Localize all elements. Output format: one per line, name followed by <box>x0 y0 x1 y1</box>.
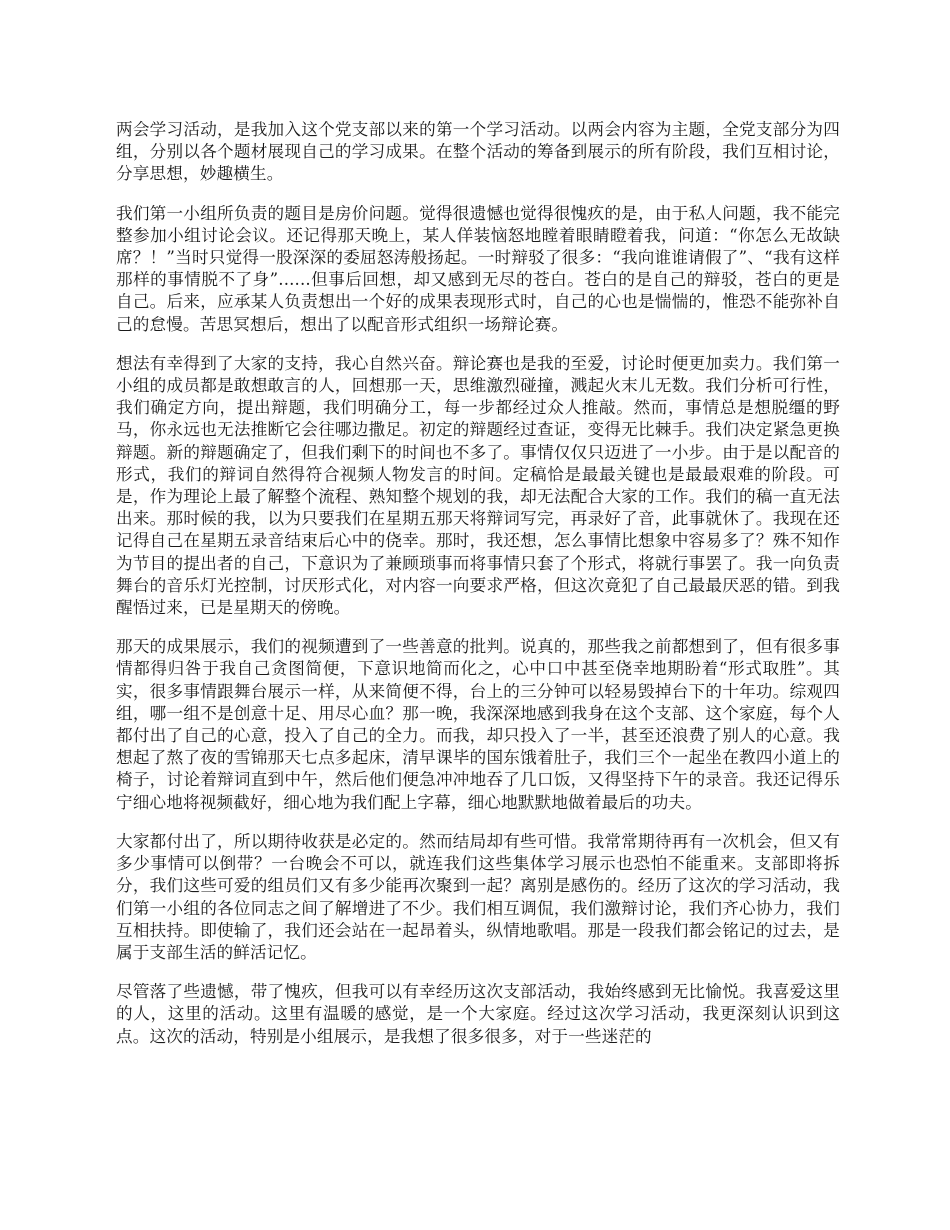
paragraph-1: 两会学习活动，是我加入这个党支部以来的第一个学习活动。以两会内容为主题，全党支部分为四组，分别以各个题材展现自己的学习成果。在整个活动的筹备到展示的所有阶段，我们互相讨论，分享思想，妙趣横生。 <box>116 120 840 184</box>
paragraph-4: 那天的成果展示，我们的视频遭到了一些善意的批判。说真的，那些我之前都想到了，但有很多事情都得归咎于我自己贪图简便，下意识地简而化之，心中口中甚至侥幸地期盼着“形式取胜”。其实，很多事情跟舞台展示一样，从来简便不得，台上的三分钟可以轻易毁掉台下的十年功。综观四组，哪一组不是创意十足、用尽心血？那一晚，我深深地感到我身在这个支部、这个家庭，每个人都付出了自己的心意，投入了自己的全力。而我，却只投入了一半，甚至还浪费了别人的心意。我想起了熬了夜的雪锦那天七点多起床，清早课毕的国东饿着肚子，我们三个一起坐在教四小道上的椅子，讨论着辩词直到中午，然后他们便急冲冲地吞了几口饭，又得坚持下午的录音。我还记得乐宁细心地将视频截好，细心地为我们配上字幕，细心地默默地做着最后的功夫。 <box>116 637 840 812</box>
paragraph-2: 我们第一小组所负责的题目是房价问题。觉得很遗憾也觉得很愧疚的是，由于私人问题，我不能完整参加小组讨论会议。还记得那天晚上，某人佯装恼怒地瞠着眼睛瞪着我，问道：“你怎么无故缺席？！”当时只觉得一股深深的委屈怒涛般扬起。一时辩驳了很多：“我向谁谁请假了”、“我有这样那样的事情脱不了身”......但事后回想，却又感到无尽的苍白。苍白的是自己的辩驳，苍白的更是自己。后来，应承某人负责想出一个好的成果表现形式时，自己的心也是惴惴的，惟恐不能弥补自己的怠慢。苦思冥想后，想出了以配音形式组织一场辩论赛。 <box>116 203 840 334</box>
document-page <box>116 119 840 1065</box>
paragraph-5: 大家都付出了，所以期待收获是必定的。然而结局却有些可惜。我常常期待再有一次机会，但又有多少事情可以倒带？一台晚会不可以，就连我们这些集体学习展示也恐怕不能重来。支部即将拆分，我们这些可爱的组员们又有多少能再次聚到一起？离别是感伤的。经历了这次的学习活动，我们第一小组的各位同志之间了解增进了不少。我们相互调侃，我们激辩讨论，我们齐心协力，我们互相扶持。即使输了，我们还会站在一起昂着头，纵情地歌唱。那是一段我们都会铭记的过去，是属于支部生活的鲜活记忆。 <box>116 831 840 962</box>
paragraph-6: 尽管落了些遗憾，带了愧疚，但我可以有幸经历这次支部活动，我始终感到无比愉悦。我喜爱这里的人，这里的活动。这里有温暖的感觉，是一个大家庭。经过这次学习活动，我更深刻认识到这点。这次的活动，特别是小组展示，是我想了很多很多，对于一些迷茫的 <box>116 982 840 1046</box>
paragraph-3: 想法有幸得到了大家的支持，我心自然兴奋。辩论赛也是我的至爱，讨论时便更加卖力。我们第一小组的成员都是敢想敢言的人，回想那一天，思维激烈碰撞，溅起火末儿无数。我们分析可行性，我们确定方向，提出辩题，我们明确分工，每一步都经过众人推敲。然而，事情总是想脱缰的野马，你永远也无法推断它会往哪边撒足。初定的辩题经过查证，变得无比棘手。我们决定紧急更换辩题。新的辩题确定了，但我们剩下的时间也不多了。事情仅仅只迈进了一小步。由于是以配音的形式，我们的辩词自然得符合视频人物发言的时间。定稿恰是最最关键也是最最艰难的阶段。可是，作为理论上最了解整个流程、熟知整个规划的我，却无法配合大家的工作。我们的稿一直无法出来。那时候的我，以为只要我们在星期五那天将辩词写完，再录好了音，此事就休了。我现在还记得自己在星期五录音结束后心中的侥幸。那时，我还想，怎么事情比想象中容易多了？殊不知作为节目的提出者的自己，下意识为了兼顾琐事而将事情只套了个形式，将就行事罢了。我一向负责舞台的音乐灯光控制，讨厌形式化，对内容一向要求严格，但这次竟犯了自己最最厌恶的错。到我醒悟过来，已是星期天的傍晚。 <box>116 353 840 618</box>
